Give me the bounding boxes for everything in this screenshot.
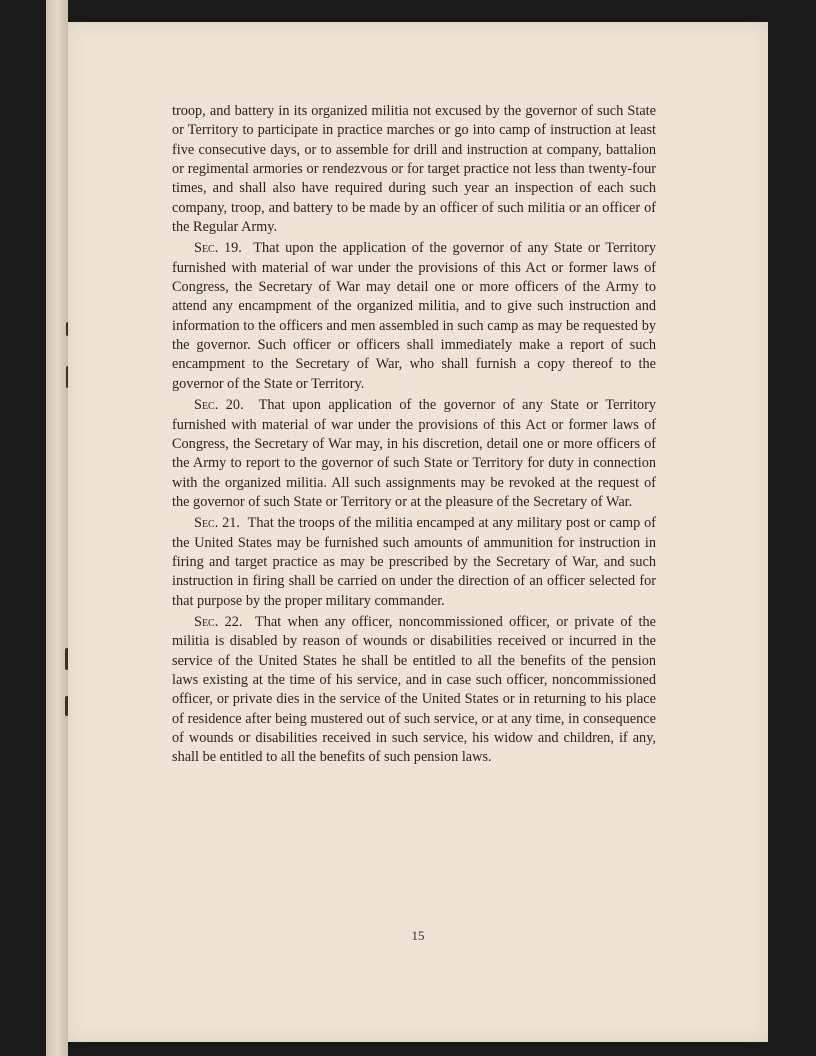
section-label: Sec. 22.	[194, 613, 243, 630]
section-label: Sec. 20.	[194, 397, 244, 414]
page-body	[172, 102, 656, 768]
paragraph-text: troop, and battery in its organized militia not excused by the governor of such State or Territory to participate in practice marches or go into camp of instruction at least five consecutive days, or to assemble for drill and instruction at company, battalion or regimental armories or rendezvous or for target practice not less than twenty-four times, and shall also have required during such year an inspection of each such company, troop, and battery to be made by an officer of such militia or an officer of the Regular Army.	[172, 103, 656, 236]
paragraph-continuation	[172, 102, 656, 237]
paragraph-text: That upon application of the governor of any State or Territory furnished with material of war under the provisions of this Act or former laws of Congress, the Secretary of War may, in his discretion, detail one or more officers of the Army to report to the governor of such State or Territory for duty in connection with the organized militia. All such assignments may be revoked at the request of the governor of such State or Territory or at the pleasure of the Secretary of War.	[172, 397, 657, 510]
section-20-paragraph	[172, 396, 656, 512]
facing-page-edge	[46, 0, 68, 1056]
page-number: 15	[411, 928, 425, 943]
book-page	[68, 22, 768, 1042]
section-label: Sec. 21.	[194, 515, 240, 532]
paragraph-text: That the troops of the militia encamped at any military post or camp of the United States may be furnished such amounts of ammunition for instruction in firing and target practice as may be prescribed by the Secretary of War, and such instruction in firing shall be carried on under the direction of an officer selected for that purpose by the proper military commander.	[172, 515, 656, 609]
section-21-paragraph	[172, 514, 656, 611]
paragraph-text: That when any officer, noncommissioned officer, or private of the militia is disabled by reason of wounds or disabilities received or incurred in the service of the United States he shall be entitled to all the benefits of the pension laws existing at the time of his service, and in case such officer, noncommissioned officer, or private dies in the service of the United States or in returning to his place of residence after being mustered out of such service, or at any time, in consequence of wounds or disabilities received in such service, his widow and children, if any, shall be entitled to all the benefits of such pension laws.	[172, 613, 656, 766]
paragraph-text: That upon the application of the governor of any State or Territory furnished with material of war under the provisions of this Act or former laws of Congress, the Secretary of War may detail one or more officers of the Army to attend any encampment of the organized militia, and to give such instruction and information to the officers and men assembled in such camp as may be requested by the governor. Such officer or officers shall immediately make a report of such encampment to the Secretary of War, who shall furnish a copy thereof to the governor of the State or Territory.	[172, 240, 657, 392]
section-22-paragraph	[172, 613, 656, 768]
section-19-paragraph	[172, 239, 656, 394]
section-label: Sec. 19.	[194, 240, 242, 257]
